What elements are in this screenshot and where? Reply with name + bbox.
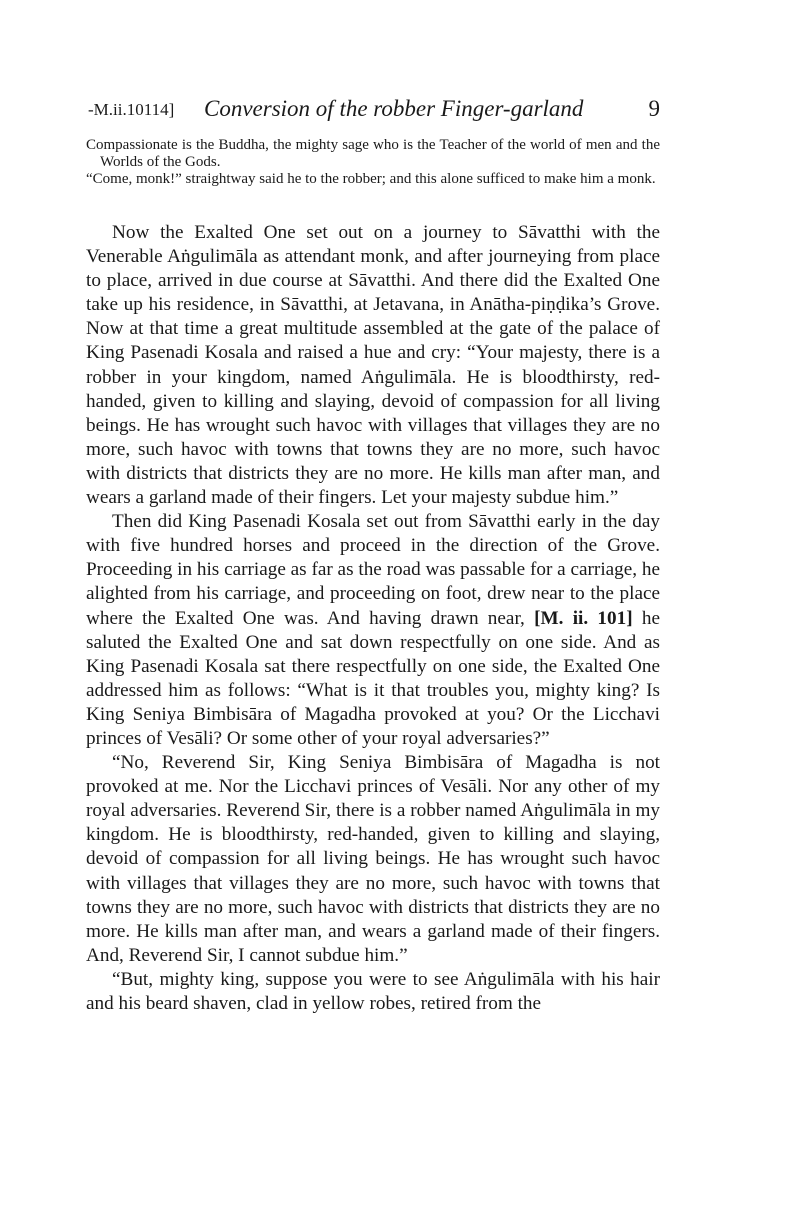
paragraph-2: [86, 510, 660, 751]
page-number: 9: [648, 96, 660, 121]
verse-line-2: “Come, monk!” straightway said he to the robber; and this alone sufficed to make him a monk.: [86, 171, 656, 187]
running-head: [86, 96, 660, 126]
chapter-title: Conversion of the robber Finger-garland: [204, 96, 584, 121]
paragraph-4: “But, mighty king, suppose you were to see Aṅgulimāla with his hair and his beard shaven, clad in yellow robes, retired from the: [86, 968, 660, 1014]
paragraph-2-text-after: he saluted the Exalted One and sat down respectfully on one side. And as King Pasenadi Kosala sat there respectfully on one side, the Exalted One addressed him as follows: “What is it that troubles you, mighty king? Is King Seniya Bimbisāra of Magadha provoked at you? Or the Licchavi princes of Vesāli? Or some other of your royal adversaries?”: [86, 607, 660, 749]
paragraph-3: “No, Reverend Sir, King Seniya Bimbisāra of Magadha is not provoked at me. Nor the Licchavi princes of Vesāli. Nor any other of my royal adversaries. Reverend Sir, there is a robber named Aṅgulimāla in my kingdom. He is bloodthirsty, red-handed, given to killing and slaying, devoid of compassion for all living beings. He has wrought such havoc with villages that villages they are no more, such havoc with towns that towns they are no more, such havoc with districts that districts they are no more. He kills man after man, and wears a garland made of their fingers. And, Reverend Sir, I cannot subdue him.”: [86, 752, 660, 966]
section-reference: -M.ii.10114]: [88, 100, 175, 119]
page-reference: [M. ii. 101]: [534, 607, 633, 629]
verse-block: [86, 137, 660, 188]
verse-line-1: Compassionate is the Buddha, the mighty sage who is the Teacher of the world of men and the Worlds of the Gods.: [86, 137, 660, 170]
paragraph-1: Now the Exalted One set out on a journey to Sāvatthi with the Venerable Aṅgulimāla as attendant monk, and after journeying from place to place, arrived in due course at Sāvatthi. And there did the Exalted One take up his residence, in Sāvatthi, at Jetavana, in Anātha-piṇḍika’s Grove. Now at that time a great multitude assembled at the gate of the palace of King Pasenadi Kosala and raised a hue and cry: “Your majesty, there is a robber in your kingdom, named Aṅgulimāla. He is bloodthirsty, red-handed, given to killing and slaying, devoid of compassion for all living beings. He has wrought such havoc with villages that villages they are no more, such havoc with towns that towns they are no more, such havoc with districts that districts they are no more. He kills man after man, and wears a garland made of their fingers. Let your majesty subdue him.”: [86, 222, 660, 509]
body-text: [86, 221, 660, 1016]
paragraph-2-text-before: Then did King Pasenadi Kosala set out from Sāvatthi early in the day with five hundred horses and proceed in the direction of the Grove. Proceeding in his carriage as far as the road was passable for a carriage, he alighted from his carriage, and proceeding on foot, drew near to the place where the Exalted One was. And having drawn near,: [86, 511, 660, 629]
